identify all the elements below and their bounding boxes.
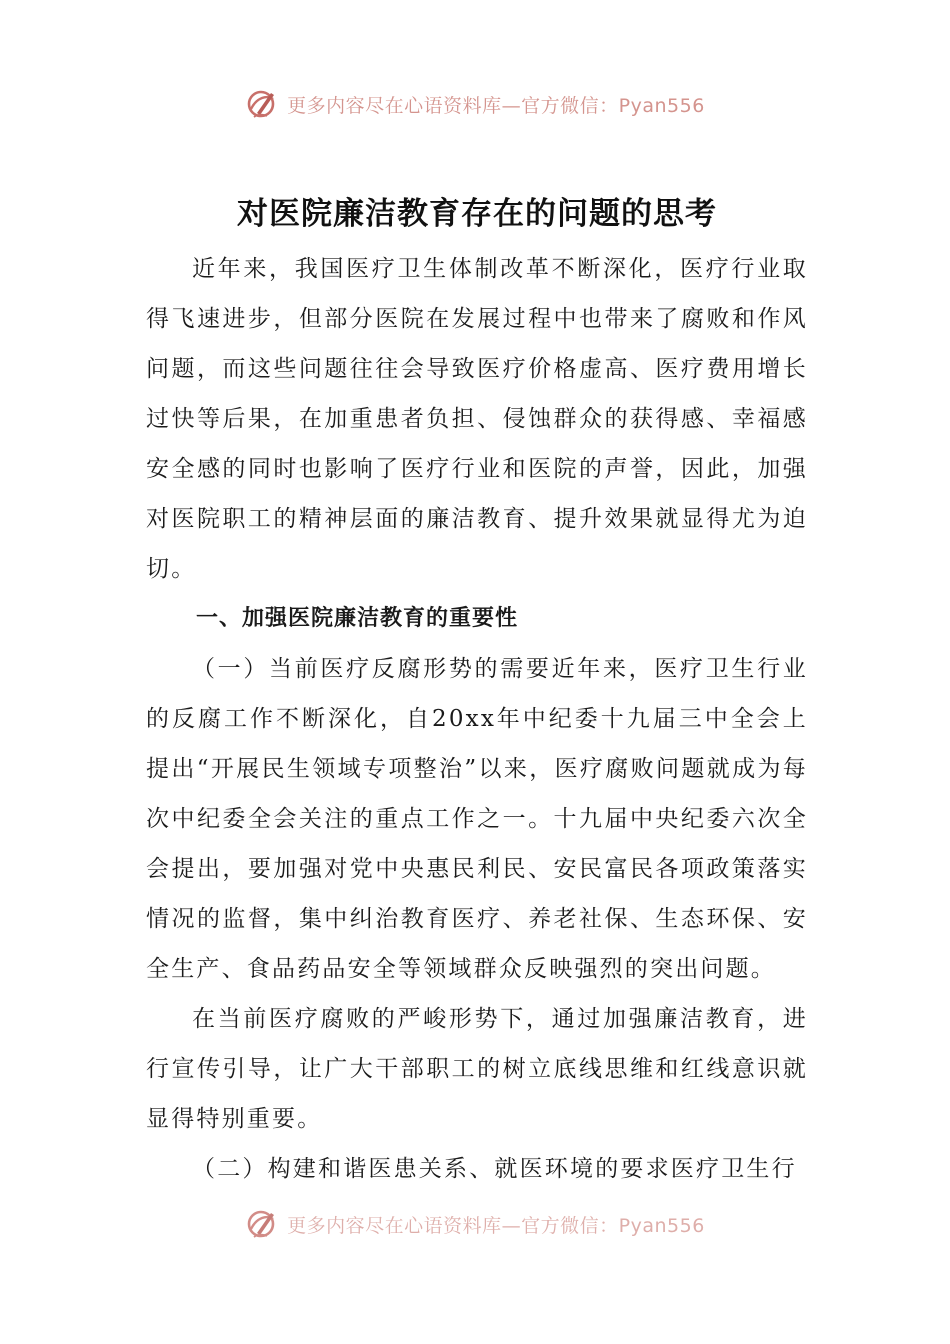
watermark-wechat-id: Pyan556	[618, 1214, 705, 1237]
section-heading: 一、加强医院廉洁教育的重要性	[196, 606, 519, 631]
section-paragraph: （一）当前医疗反腐形势的需要近年来，医疗卫生行业的反腐工作不断深化，自20xx年中纪委十九届三中全会上提出“开展民生领域专项整治”以来，医疗腐败问题就成为每次中纪委全会关注的重点工作之一。十九届中央纪委六次全会提出，要加强对党中央惠民利民、安民富民各项政策落实情况的监督，集中纠治教育医疗、养老社保、生态环保、安全生产、食品药品安全等领域群众反映强烈的突出问题。	[146, 656, 808, 982]
watermark-text: 更多内容尽在心语资料库—官方微信：Pyan556	[287, 94, 705, 117]
section-paragraph: 在当前医疗腐败的严峻形势下，通过加强廉洁教育，进行宣传引导，让广大干部职工的树立底线思维和红线意识就显得特别重要。	[146, 1006, 808, 1132]
pen-swirl-logo-icon	[245, 87, 279, 121]
watermark-text: 更多内容尽在心语资料库—官方微信：Pyan556	[287, 1214, 705, 1237]
watermark-wechat-id: Pyan556	[618, 94, 705, 117]
intro-paragraph: 近年来，我国医疗卫生体制改革不断深化，医疗行业取得飞速进步，但部分医院在发展过程中也带来了腐败和作风问题，而这些问题往往会导致医疗价格虚高、医疗费用增长过快等后果，在加重患者负担、侵蚀群众的获得感、幸福感安全感的同时也影响了医疗行业和医院的声誉，因此，加强对医院职工的精神层面的廉洁教育、提升效果就显得尤为迫切。	[146, 256, 808, 582]
document-title: 对医院廉洁教育存在的问题的思考	[237, 196, 717, 232]
watermark-footer	[0, 1204, 950, 1244]
pen-swirl-logo-icon	[245, 1207, 279, 1241]
watermark-header	[0, 84, 950, 124]
document-body	[146, 186, 808, 1194]
section-paragraph: （二）构建和谐医患关系、就医环境的要求医疗卫生行	[192, 1156, 797, 1182]
